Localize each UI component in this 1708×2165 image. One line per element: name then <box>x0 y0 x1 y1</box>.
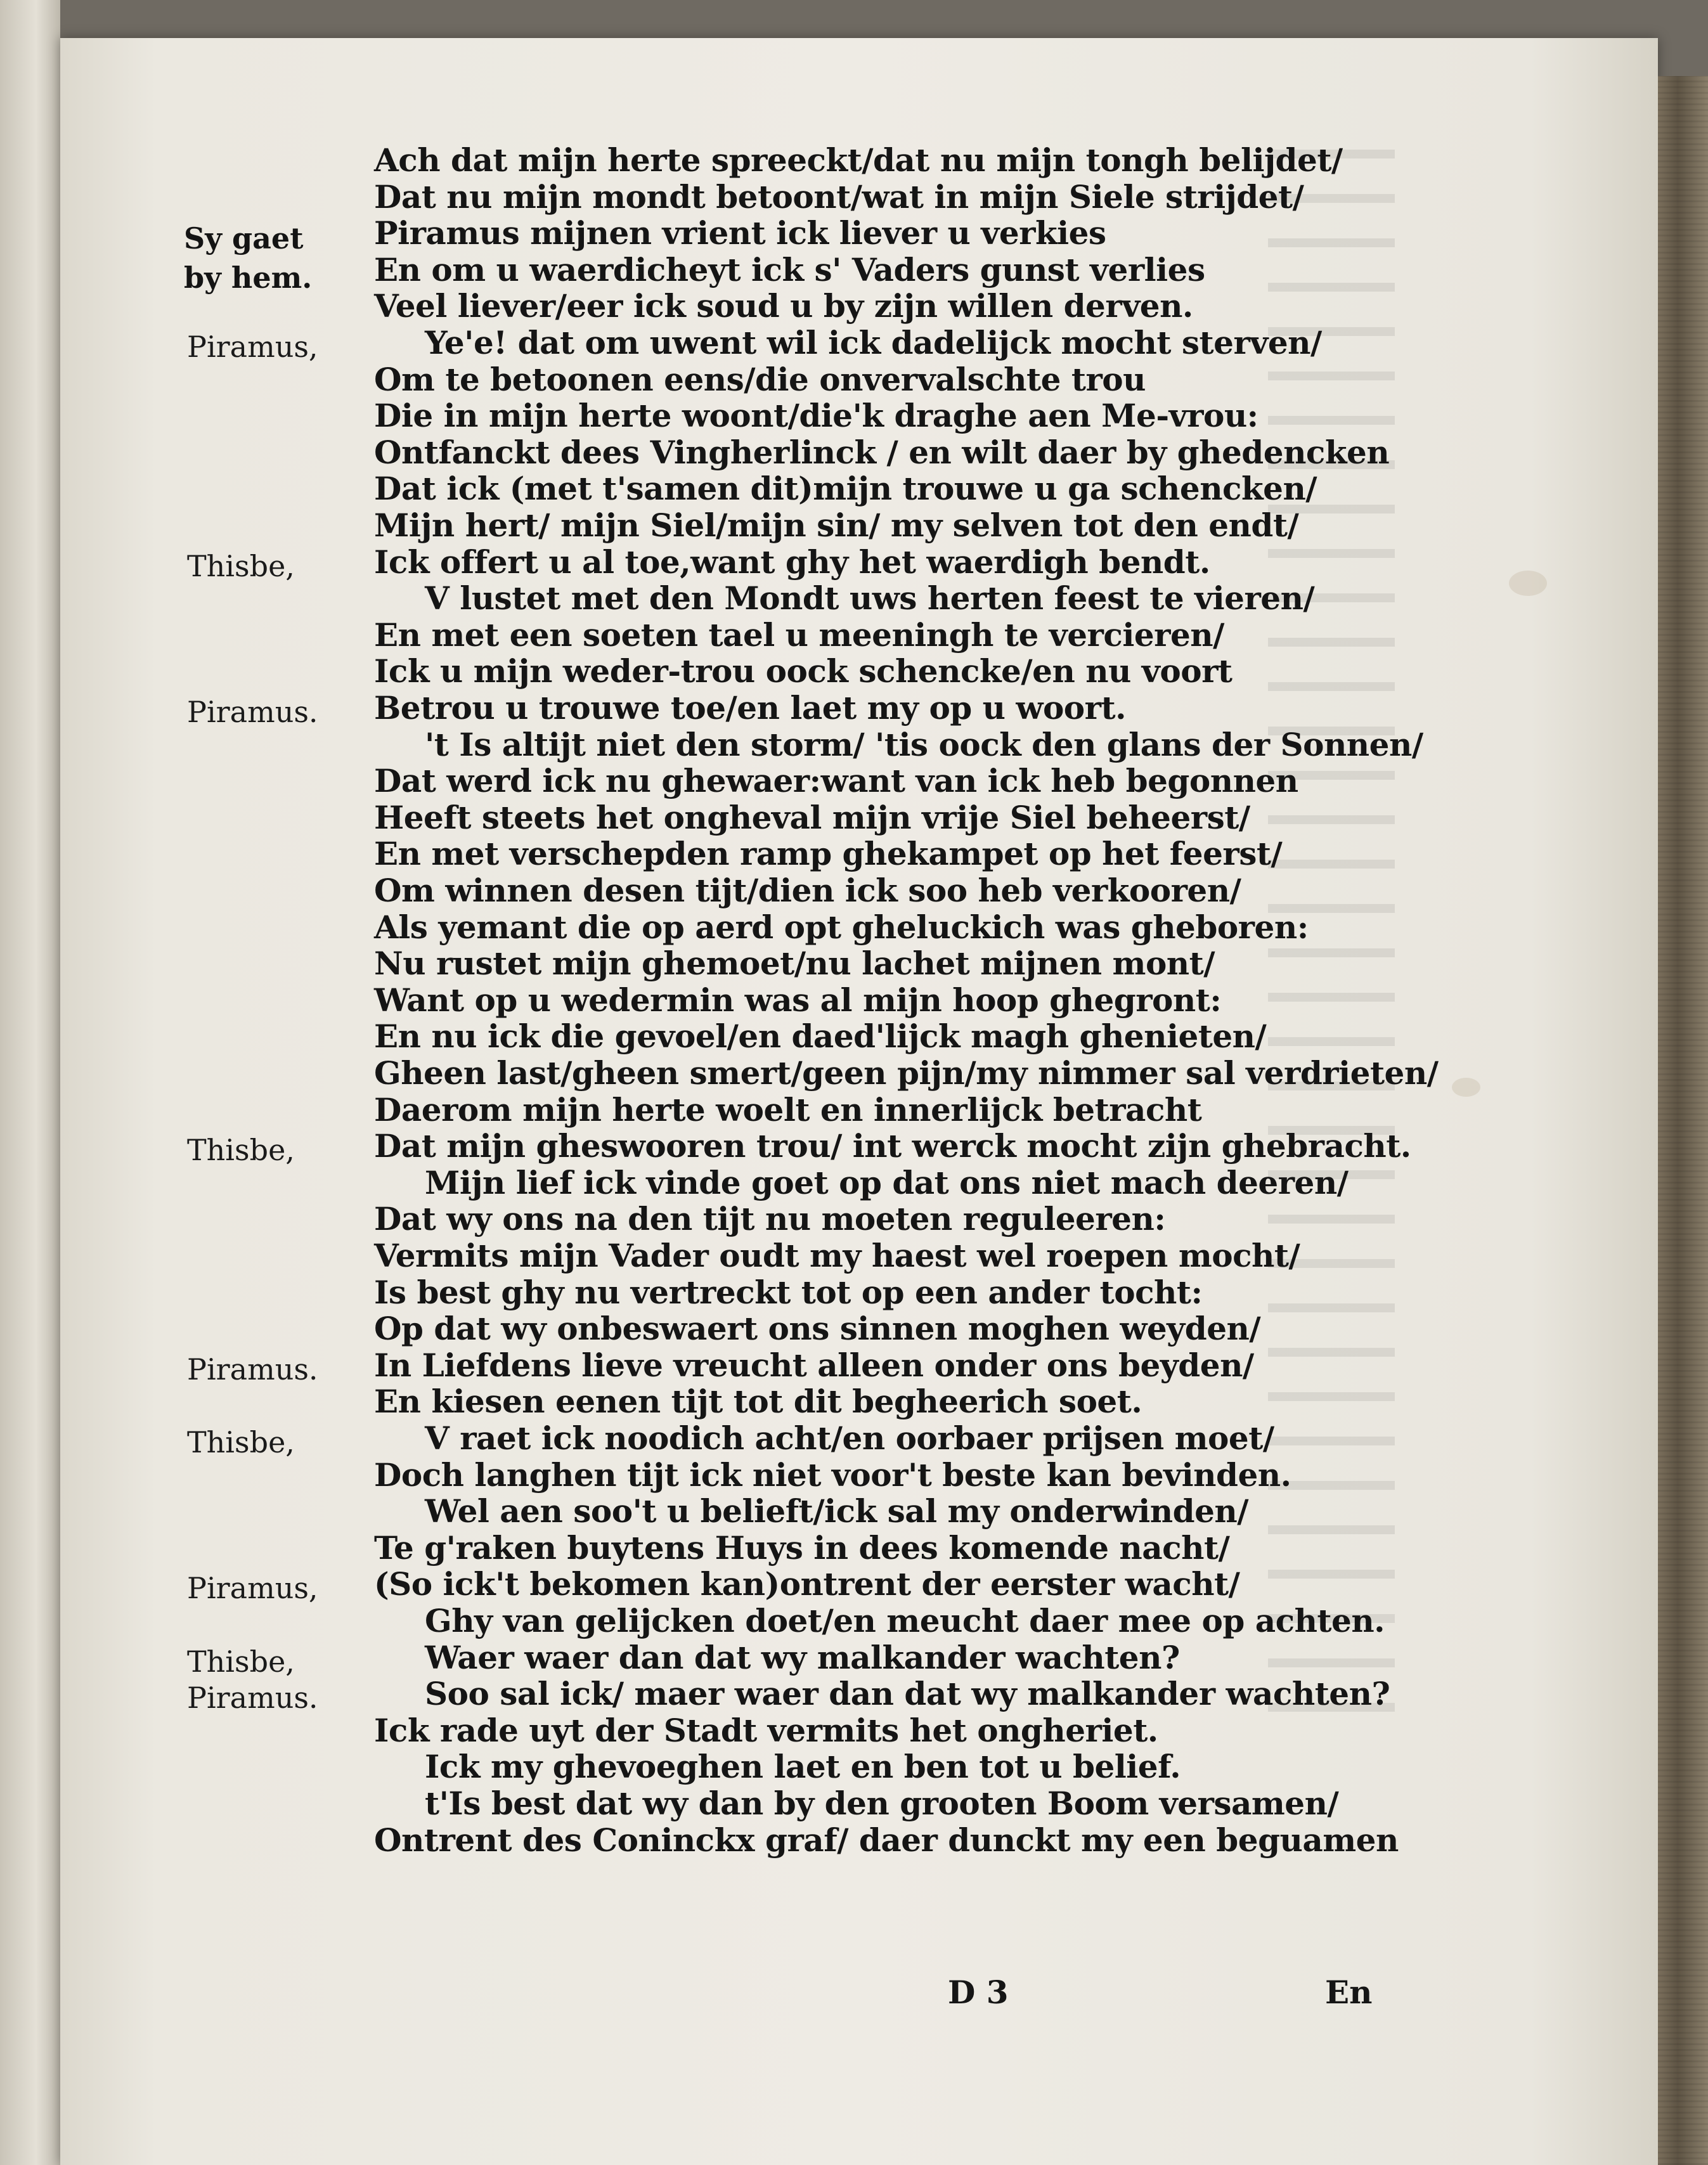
verse-line: Mijn lief ick vinde goet op dat ons niet mach deeren/ <box>425 1163 1349 1201</box>
verse-line: Dat nu mijn mondt betoont/wat in mijn Siele strijdet/ <box>374 178 1304 216</box>
verse-line: Is best ghy nu vertreckt tot op een ander tocht: <box>374 1273 1203 1311</box>
verse-line: Ick u mijn weder-trou oock schencke/en nu voort <box>374 652 1232 690</box>
verse-line: Ye'e! dat om uwent wil ick dadelijck mocht sterven/ <box>425 324 1322 361</box>
verse-line: Daerom mijn herte woelt en innerlijck betracht <box>374 1090 1202 1128</box>
verse-line: En kiesen eenen tijt tot dit begheerich soet. <box>374 1383 1142 1421</box>
verse-line: Heeft steets het ongheval mijn vrije Siel beheerst/ <box>374 798 1250 836</box>
signature-mark: D 3 <box>948 1974 1009 2011</box>
speaker-label: Piramus. <box>187 1352 318 1386</box>
verse-line: Dat mijn gheswooren trou/ int werck mocht zijn ghebracht. <box>374 1127 1411 1165</box>
facing-page-edge <box>0 0 60 2165</box>
verse-line: (So ick't bekomen kan)ontrent der eerster wacht/ <box>374 1565 1240 1603</box>
verse-line: Ghy van gelijcken doet/en meucht daer mee op achten. <box>425 1602 1385 1639</box>
speaker-label: Piramus, <box>187 1571 318 1606</box>
verse-line: En nu ick die gevoel/en daed'lijck magh ghenieten/ <box>374 1018 1267 1056</box>
speaker-label: Thisbe, <box>187 1644 295 1679</box>
verse-line: Ontrent des Coninckx graf/ daer dunckt my een beguamen <box>374 1821 1399 1859</box>
verse-line: Ick my ghevoeghen laet en ben tot u belief. <box>425 1748 1181 1786</box>
verse-line: Die in mijn herte woont/die'k draghe aen Me-vrou: <box>374 397 1258 435</box>
verse-line: Ontfanckt dees Vingherlinck / en wilt daer by ghedencken <box>374 433 1390 471</box>
verse-line: Doch langhen tijt ick niet voor't beste kan bevinden. <box>374 1456 1291 1494</box>
foxing-spot <box>1452 1078 1480 1097</box>
verse-line: Als yemant die op aerd opt gheluckich was gheboren: <box>374 908 1309 946</box>
verse-line: V raet ick noodich acht/en oorbaer prijsen moet/ <box>425 1419 1274 1457</box>
verse-line: Piramus mijnen vrient ick liever u verkies <box>374 214 1106 252</box>
verse-line: Dat werd ick nu ghewaer:want van ick heb begonnen <box>374 762 1298 800</box>
verse-line: 't Is altijt niet den storm/ 'tis oock den glans der Sonnen/ <box>425 725 1423 763</box>
verse-line: Te g'raken buytens Huys in dees komende nacht/ <box>374 1528 1230 1567</box>
verse-line: En om u waerdicheyt ick s' Vaders gunst verlies <box>374 250 1205 288</box>
verse-line: Veel liever/eer ick soud u by zijn willen derven. <box>374 287 1193 325</box>
verse-line: Wel aen soo't u belieft/ick sal my onderwinden/ <box>425 1492 1249 1530</box>
verse-line: Mijn hert/ mijn Siel/mijn sin/ my selven tot den endt/ <box>374 507 1299 544</box>
speaker-label: Thisbe, <box>187 1425 295 1459</box>
stage-direction-line: by hem. <box>184 261 313 295</box>
stage-direction-line: Sy gaet <box>184 221 304 255</box>
verse-line: Gheen last/gheen smert/geen pijn/my nimmer sal verdrieten/ <box>374 1054 1439 1092</box>
verse-line: Ick offert u al toe,want ghy het waerdigh bendt. <box>374 543 1210 581</box>
foxing-spot <box>1509 571 1547 596</box>
verse-line: Waer waer dan dat wy malkander wachten? <box>425 1638 1180 1676</box>
verse-line: t'Is best dat wy dan by den grooten Boom versamen/ <box>425 1785 1339 1822</box>
speaker-label: Thisbe, <box>187 548 295 583</box>
verse-line: Want op u wedermin was al mijn hoop ghegront: <box>374 981 1222 1019</box>
speaker-label: Piramus. <box>187 695 318 729</box>
verse-line: Dat wy ons na den tijt nu moeten reguleeren: <box>374 1200 1166 1238</box>
verse-line: In Liefdens lieve vreucht alleen onder ons beyden/ <box>374 1346 1254 1384</box>
catchword: En <box>1325 1974 1373 2011</box>
verse-line: Op dat wy onbeswaert ons sinnen moghen weyden/ <box>374 1310 1261 1348</box>
verse-line: Betrou u trouwe toe/en laet my op u woort. <box>374 689 1127 727</box>
verse-line: Om winnen desen tijt/dien ick soo heb verkooren/ <box>374 872 1241 909</box>
verse-line: Soo sal ick/ maer waer dan dat wy malkander wachten? <box>425 1675 1390 1713</box>
verse-line: Om te betoonen eens/die onvervalschte trou <box>374 360 1146 398</box>
verse-line: Nu rustet mijn ghemoet/nu lachet mijnen mont/ <box>374 945 1215 983</box>
verse-line: En met een soeten tael u meeningh te vercieren/ <box>374 616 1224 654</box>
stage-direction <box>184 219 312 297</box>
speaker-label: Piramus. <box>187 1681 318 1716</box>
verse-line: V lustet met den Mondt uws herten feest te vieren/ <box>425 579 1315 617</box>
verse-line: Vermits mijn Vader oudt my haest wel roepen mocht/ <box>374 1237 1300 1274</box>
book-fore-edge <box>1658 76 1708 2165</box>
verse-line: Ach dat mijn herte spreeckt/dat nu mijn tongh belijdet/ <box>374 141 1343 179</box>
verse-line: Dat ick (met t'samen dit)mijn trouwe u ga schencken/ <box>374 470 1317 508</box>
verse-line: En met verschepden ramp ghekampet op het feerst/ <box>374 835 1283 873</box>
speaker-label: Thisbe, <box>187 1133 295 1168</box>
speaker-label: Piramus, <box>187 330 318 364</box>
verse-line: Ick rade uyt der Stadt vermits het ongheriet. <box>374 1711 1158 1749</box>
